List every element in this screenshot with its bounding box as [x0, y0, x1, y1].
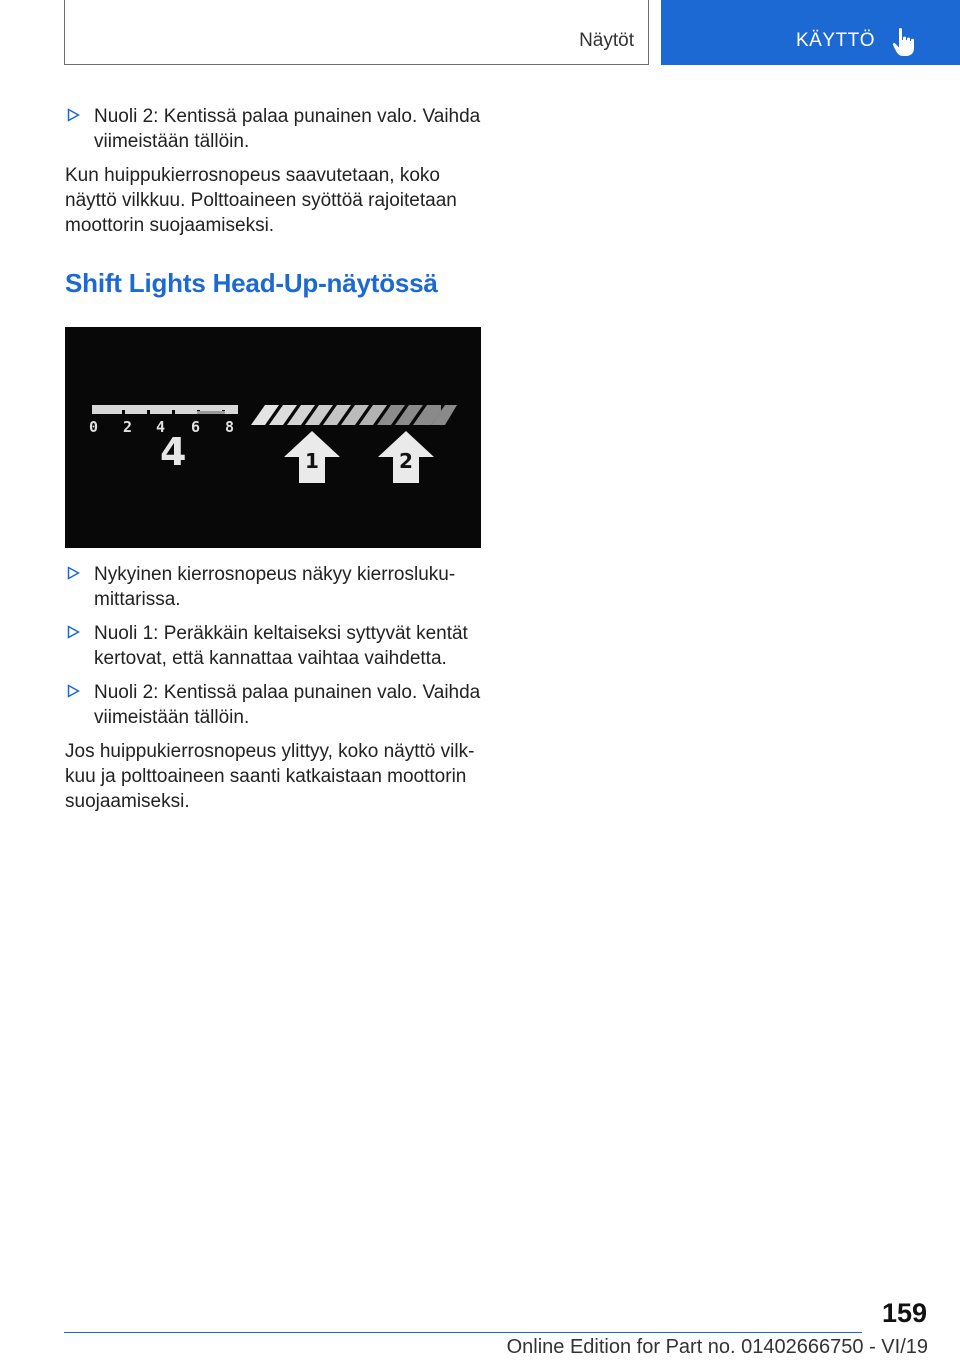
footer-edition: Online Edition for Part no. 01402666750 - VI/19: [506, 1336, 928, 1358]
triangle-bullet-icon: [67, 684, 80, 698]
arrow-label: 2: [399, 449, 413, 473]
shift-light-segments: [251, 405, 457, 425]
scale-label: 8: [225, 418, 235, 436]
section-title: Näytöt: [579, 30, 634, 51]
section-heading: Shift Lights Head-Up-näytössä: [65, 268, 438, 298]
arrow-1: [284, 431, 340, 483]
closing-paragraph: Jos huippukierrosnopeus ylittyy, koko näyttö vilk-kuu ja polttoaineen saanti katkaistaan moottorin suojaamiseksi.: [65, 741, 475, 812]
shift-lights-figure: [65, 327, 481, 548]
header-section-box: [64, 0, 649, 65]
scale-label: 6: [191, 418, 201, 436]
main-content: [65, 104, 481, 823]
scale-label: 4: [156, 418, 166, 436]
pointing-hand-icon: [892, 27, 918, 57]
shift-lights-diagram: [65, 327, 481, 548]
list-item: [65, 104, 481, 154]
rev-scale-bar: [92, 405, 238, 414]
arrow-2: [378, 431, 434, 483]
triangle-bullet-icon: [67, 108, 80, 122]
list-item: [65, 621, 481, 671]
chapter-title: KÄYTTÖ: [795, 30, 875, 51]
list-item: [65, 562, 481, 612]
list-item: [65, 680, 481, 730]
footer-divider: [64, 1332, 862, 1333]
list-item-text: Nuoli 1: Peräkkäin keltaiseksi syttyvät kentät kertovat, että kannattaa vaihtaa vaihdetta.: [94, 623, 468, 669]
gear-indicator: 4: [160, 430, 187, 474]
header-chapter-tab[interactable]: [661, 0, 960, 65]
scale-label: 2: [123, 418, 133, 436]
list-item-text: Nuoli 2: Kentissä palaa punainen valo. Vaihda viimeistään tällöin.: [94, 682, 481, 728]
scale-label: 0: [89, 418, 99, 436]
intro-paragraph: Kun huippukierrosnopeus saavutetaan, koko näyttö vilkkuu. Polttoaineen syöttöä rajoitetaan moottorin suojaamiseksi.: [65, 165, 457, 236]
page-number: 159: [881, 1298, 927, 1328]
arrow-label: 1: [305, 449, 319, 473]
triangle-bullet-icon: [67, 566, 80, 580]
list-item-text: Nykyinen kierrosnopeus näkyy kierrosluku-mittarissa.: [94, 564, 456, 610]
list-item-text: Nuoli 2: Kentissä palaa punainen valo. Vaihda viimeistään tällöin.: [94, 106, 481, 152]
triangle-bullet-icon: [67, 625, 80, 639]
